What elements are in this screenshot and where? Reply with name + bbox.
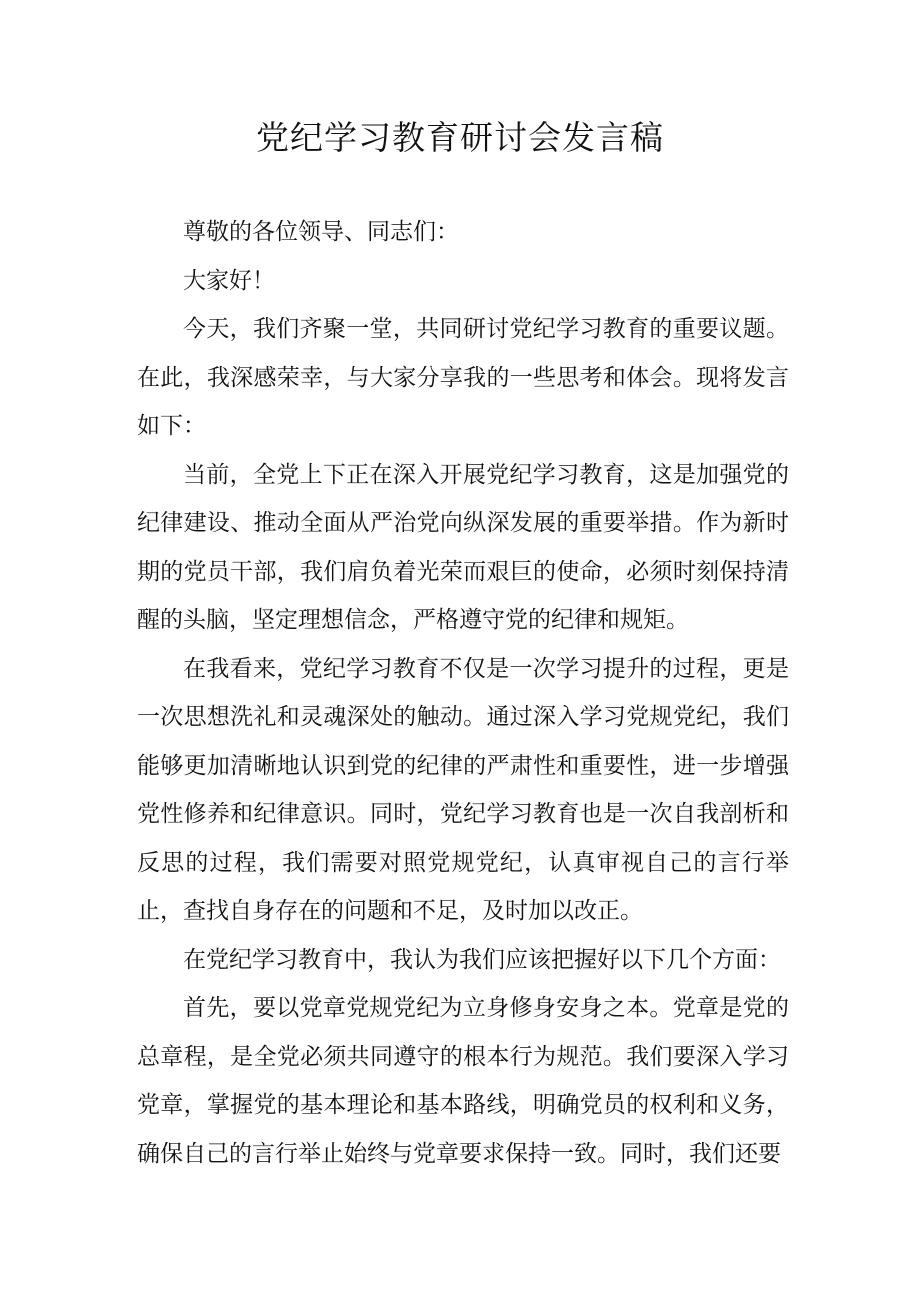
body-paragraph-2: 当前，全党上下正在深入开展党纪学习教育，这是加强党的纪律建设、推动全面从严治党向纵深发展的重要举措。作为新时期的党员干部，我们肩负着光荣而艰巨的使命，必须时刻保持清醒的头脑，坚定理想信念，严格遵守党的纪律和规矩。 [137,461,789,633]
body-paragraph-1: 今天，我们齐聚一堂，共同研讨党纪学习教育的重要议题。在此，我深感荣幸，与大家分享我的一些思考和体会。现将发言如下： [137,316,789,439]
greeting-paragraph: 大家好！ [183,267,275,294]
salutation-paragraph: 尊敬的各位领导、同志们： [183,219,459,245]
body-paragraph-4: 在党纪学习教育中，我认为我们应该把握好以下几个方面： [183,946,781,973]
document-body [137,208,789,1178]
document-title: 党纪学习教育研讨会发言稿 [256,118,664,157]
body-paragraph-3: 在我看来，党纪学习教育不仅是一次学习提升的过程，更是一次思想洗礼和灵魂深处的触动。通过深入学习党规党纪，我们能够更加清晰地认识到党的纪律的严肃性和重要性，进一步增强党性修养和纪律意识。同时，党纪学习教育也是一次自我剖析和反思的过程，我们需要对照党规党纪，认真审视自己的言行举止，查找自身存在的问题和不足，及时加以改正。 [137,655,789,924]
body-paragraph-5: 首先，要以党章党规党纪为立身修身安身之本。党章是党的总章程，是全党必须共同遵守的根本行为规范。我们要深入学习党章，掌握党的基本理论和基本路线，明确党员的权利和义务，确保自己的言行举止始终与党章要求保持一致。同时，我们还要 [137,995,789,1167]
